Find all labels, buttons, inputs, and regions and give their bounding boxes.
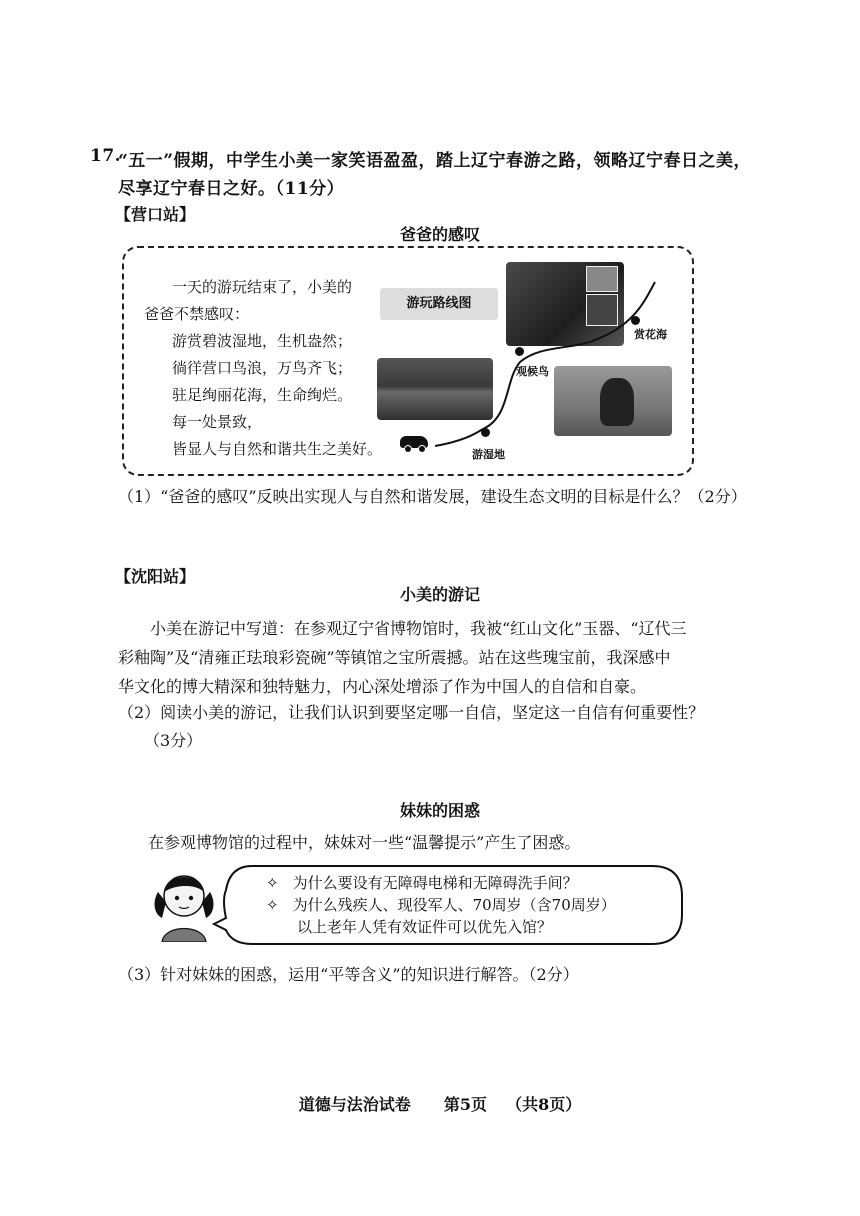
- question-number: 17.: [90, 146, 122, 166]
- birds-label: 观候鸟: [516, 365, 549, 378]
- wetland-label: 游湿地: [472, 448, 505, 461]
- travel-notes-title: 小美的游记: [399, 585, 480, 604]
- page-footer: [0, 1092, 860, 1115]
- bullet-icon: ✧: [266, 874, 279, 892]
- bubble-question-1: 为什么要设有无障碍电梯和无障碍洗手间？: [292, 874, 578, 892]
- paragraph-line: 华文化的博大精深和独特魅力，内心深处增添了作为中国人的自信和自豪。: [118, 677, 647, 696]
- dad-sigh-title: 爸爸的感叹: [399, 225, 480, 244]
- paragraph-line: 小美在游记中写道：在参观辽宁省博物馆时，我被“红山文化”玉器、“辽代三: [150, 619, 687, 638]
- birds-pin-icon: [515, 347, 524, 356]
- poem-line: 每一处景致，: [172, 413, 263, 431]
- bubble-question-2a: 为什么残疾人、现役军人、70周岁（含70周岁）: [292, 896, 616, 914]
- bubble-text: [266, 872, 616, 938]
- travel-notes-paragraph: [118, 614, 687, 701]
- paragraph-line: 彩釉陶”及“清雍正珐琅彩瓷碗”等镇馆之宝所震撼。站在这些瑰宝前，我深感中: [118, 648, 671, 667]
- section-yingkou: 【营口站】: [115, 205, 196, 224]
- sub-question-1: （1）“爸爸的感叹”反映出实现人与自然和谐发展，建设生态文明的目标是什么？（2分）: [118, 487, 747, 506]
- poem-line: 徜徉营口鸟浪，万鸟齐飞；: [172, 359, 353, 377]
- poem-line: 一天的游玩结束了，小美的: [172, 278, 353, 296]
- footer-total: （共8页）: [506, 1095, 582, 1114]
- bullet-icon: ✧: [266, 896, 279, 914]
- wetland-pin-icon: [481, 428, 490, 437]
- poem-line: 游赏碧波湿地，生机盎然；: [172, 332, 353, 350]
- bubble-question-2b: 以上老年人凭有效证件可以优先入馆？: [297, 918, 553, 936]
- girl-avatar: [148, 862, 220, 942]
- car-icon: [400, 436, 428, 448]
- sub-question-2: （2）阅读小美的游记，让我们认识到要坚定哪一自信，坚定这一自信有何重要性？: [118, 703, 705, 722]
- sister-intro: 在参观博物馆的过程中，妹妹对一些“温馨提示”产生了困惑。: [148, 833, 581, 852]
- footer-page: 第5页: [443, 1095, 487, 1114]
- sea-pin-icon: [631, 316, 640, 325]
- poem-line: 爸爸不禁感叹：: [144, 305, 250, 323]
- route-map-label: 游玩路线图: [380, 288, 498, 320]
- sea-label: 赏花海: [634, 328, 667, 341]
- footer-subject: 道德与法治试卷: [298, 1095, 411, 1114]
- question-stem-line1: “五一”假期，中学生小美一家笑语盈盈，踏上辽宁春游之路，领略辽宁春日之美，: [118, 151, 752, 171]
- dad-sigh-poem: [144, 274, 383, 463]
- section-shenyang: 【沈阳站】: [115, 567, 196, 586]
- sister-confusion-title: 妹妹的困惑: [399, 801, 480, 820]
- sub-question-3: （3）针对妹妹的困惑，运用“平等含义”的知识进行解答。（2分）: [118, 965, 579, 984]
- question-stem-line2: 尽享辽宁春日之好。（11分）: [118, 179, 345, 199]
- poem-line: 驻足绚丽花海，生命绚烂。: [172, 386, 353, 404]
- sub-question-2-points: （3分）: [144, 731, 203, 750]
- poem-line: 皆显人与自然和谐共生之美好。: [172, 440, 383, 458]
